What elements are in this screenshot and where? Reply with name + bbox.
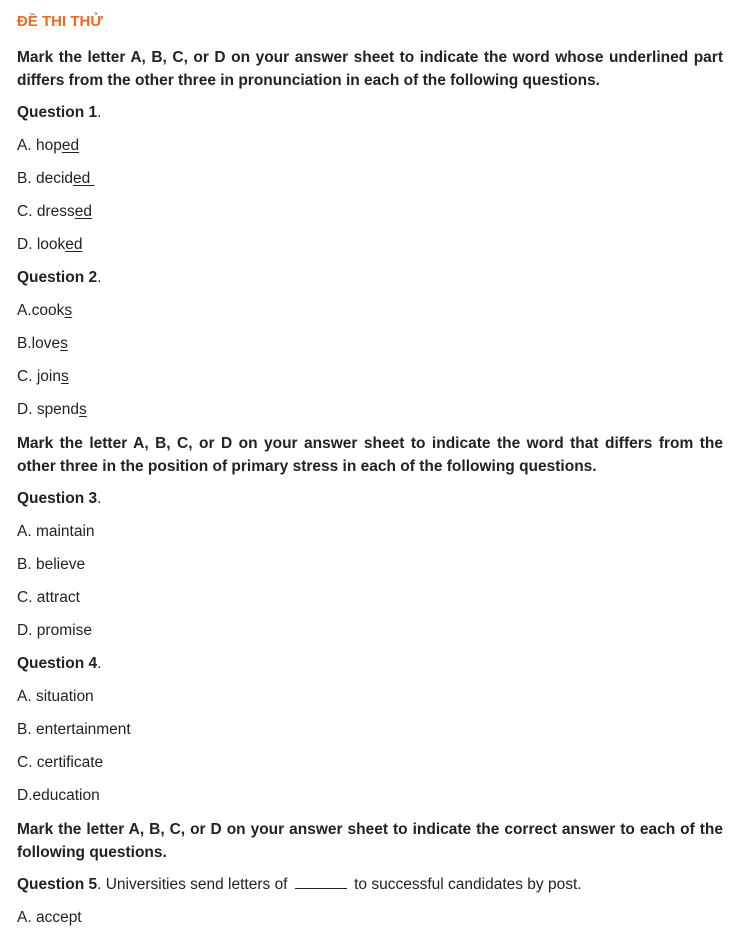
- question-4-suffix: .: [97, 655, 102, 672]
- question-5-text-after: to successful candidates by post.: [349, 876, 582, 893]
- question-3-suffix: .: [97, 490, 102, 507]
- option-word-base: decid: [35, 170, 74, 187]
- question-5-text-before: . Universities send letters of: [97, 876, 292, 893]
- question-4-heading: [17, 653, 101, 675]
- option-word-base: dress: [36, 203, 75, 220]
- question-2-suffix: .: [97, 269, 102, 286]
- option-word-base: hop: [35, 137, 62, 154]
- option-prefix: B.: [17, 170, 36, 187]
- option-word-base: cook: [31, 302, 65, 319]
- question-3-label: Question 3: [17, 490, 98, 507]
- question-1-suffix: .: [97, 104, 102, 121]
- q2-option-d: [17, 399, 87, 421]
- option-underlined-part: ed: [74, 203, 92, 220]
- option-underlined-part: s: [79, 401, 87, 418]
- option-prefix: D.: [17, 236, 37, 253]
- option-prefix: D.: [17, 401, 37, 418]
- q4-option-d: D.education: [17, 787, 100, 804]
- q2-option-a: [17, 300, 72, 322]
- option-word-base: love: [31, 335, 61, 352]
- option-prefix: A.: [17, 302, 32, 319]
- page-title: ĐỀ THI THỬ: [17, 13, 103, 30]
- q5-option-a: A. accept: [17, 909, 82, 926]
- q1-option-a: [17, 135, 79, 157]
- option-underlined-part: s: [64, 302, 73, 319]
- q2-option-b: [17, 333, 68, 355]
- q4-option-a: A. situation: [17, 688, 94, 705]
- question-2-heading: [17, 267, 101, 289]
- option-underlined-part: ed: [65, 236, 83, 253]
- question-2-label: Question 2: [17, 269, 98, 286]
- option-underlined-part: s: [60, 368, 69, 385]
- q2-option-c: [17, 366, 69, 388]
- q1-option-b: [17, 168, 95, 190]
- q3-option-a: A. maintain: [17, 523, 95, 540]
- section-3-instruction: Mark the letter A, B, C, or D on your answer sheet to indicate the correct answer to each of the following questions.: [17, 821, 723, 861]
- question-4-label: Question 4: [17, 655, 98, 672]
- question-3-heading: [17, 488, 101, 510]
- q3-option-c: C. attract: [17, 589, 80, 606]
- question-1-heading: [17, 102, 101, 124]
- q1-option-c: [17, 201, 92, 223]
- option-word-base: spend: [36, 401, 80, 418]
- option-word-base: join: [36, 368, 61, 385]
- q3-option-d: D. promise: [17, 622, 92, 639]
- q4-option-b: B. entertainment: [17, 721, 131, 738]
- q3-option-b: B. believe: [17, 556, 86, 573]
- question-5: [17, 874, 582, 896]
- answer-blank: [295, 874, 347, 889]
- question-1-label: Question 1: [17, 104, 98, 121]
- option-prefix: B.: [17, 335, 32, 352]
- q1-option-d: [17, 234, 83, 256]
- option-underlined-part: s: [60, 335, 68, 352]
- option-prefix: C.: [17, 203, 37, 220]
- section-2-instruction: Mark the letter A, B, C, or D on your answer sheet to indicate the word that differs from the other three in the position of primary stress in each of the following questions.: [17, 435, 723, 475]
- option-prefix: A.: [17, 137, 36, 154]
- q4-option-c: C. certificate: [17, 754, 104, 771]
- option-word-base: look: [36, 236, 66, 253]
- option-underlined-part: ed: [73, 170, 95, 187]
- section-1-instruction: Mark the letter A, B, C, or D on your answer sheet to indicate the word whose underlined part differs from the other three in pronunciation in each of the following questions.: [17, 49, 723, 89]
- option-underlined-part: ed: [61, 137, 80, 154]
- question-5-label: Question 5: [17, 876, 98, 893]
- option-prefix: C.: [17, 368, 37, 385]
